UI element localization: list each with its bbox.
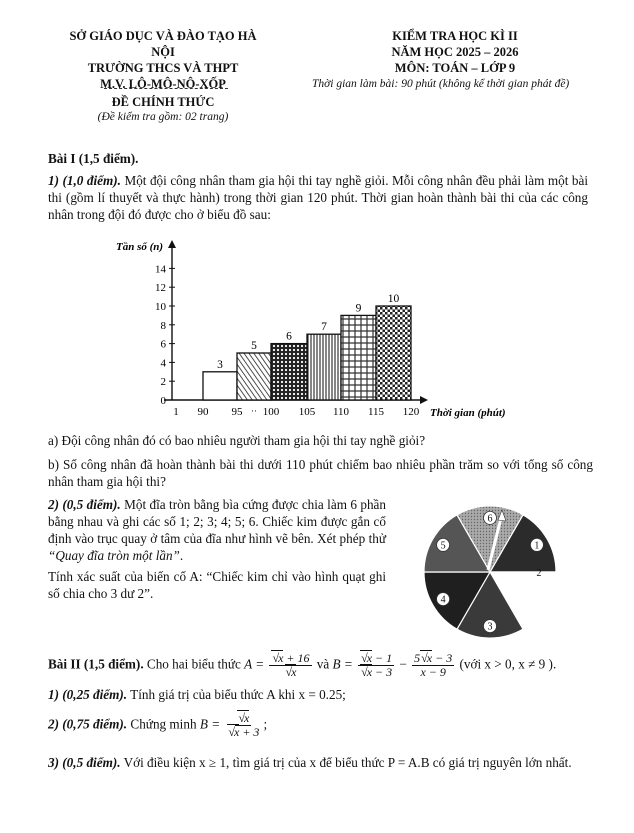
school-name: TRƯỜNG THCS VÀ THPT <box>87 61 239 75</box>
bar-value-label: 10 <box>387 293 400 305</box>
y-tick-label: 10 <box>155 301 166 313</box>
x-tick-label: 95 <box>231 406 243 418</box>
bai1-p2-question: Tính xác suất của biến cố A: “Chiếc kim chỉ vào hình quạt ghi số chia cho 3 dư 2”. <box>48 569 386 601</box>
sector-number-label: 3 <box>487 621 493 633</box>
section-title-bai1 <box>48 150 138 167</box>
q2-end: ; <box>263 716 268 732</box>
bai2-q2 <box>48 712 588 739</box>
x-tick-label: 90 <box>197 406 209 418</box>
chart-bars <box>203 293 411 400</box>
bai2-intro <box>48 652 608 679</box>
header-left <box>58 28 268 92</box>
sector-number-label: 2 <box>536 568 542 579</box>
histogram-bar <box>237 353 271 400</box>
expr-b1-den-root: √ x <box>360 664 372 679</box>
bai2-q1-text: Tính giá trị của biểu thức A khi x = 0.25; <box>127 687 346 702</box>
school-name-2: M.V. LÔ-MÔ-NÔ-XỐP <box>100 77 226 91</box>
bai1-p1-label: 1) (1,0 điểm). <box>48 173 121 188</box>
expr-a-lhs: A = <box>244 656 265 672</box>
bai2-q3-text: Với điều kiện x ≥ 1, tìm giá trị của x để biểu thức P = A.B có giá trị nguyên lớn nhất. <box>120 755 572 770</box>
header-right <box>340 28 570 76</box>
histogram-bar <box>203 372 237 400</box>
expr-b-fraction-2 <box>412 652 454 679</box>
bar-value-label: 7 <box>321 321 327 334</box>
y-tick-label: 4 <box>160 357 166 370</box>
sector-number-label: 1 <box>534 540 540 552</box>
histogram-bar <box>307 334 341 400</box>
bai1-p2-end: . <box>179 548 184 563</box>
spinner-wheel <box>410 500 570 640</box>
expr-b2-num-pre: 5 <box>414 651 421 665</box>
y-tick-label: 12 <box>155 282 166 295</box>
x-tick-label: 100 <box>262 406 280 418</box>
q2-num-root: √ x <box>237 710 249 725</box>
expr-b-fraction-1 <box>358 652 394 679</box>
exam-title: KIỂM TRA HỌC KÌ II <box>392 29 518 43</box>
y-tick-label: 2 <box>160 376 166 389</box>
y-tick-label: 0 <box>160 395 166 407</box>
bai1-p1-text: Một đội công nhân tham gia hội thi tay nghề giỏi. Mỗi công nhân đều phải làm một bài thi (gồm lí thuyết và thực hành) trong thời gian 120 phút. Thời gian hoàn thành bài thi của các công nhân trong đội đó được cho ở biểu đồ sau: <box>48 173 588 222</box>
bar-value-label: 9 <box>355 302 362 315</box>
bai2-q1-label: 1) (0,25 điểm). <box>48 687 128 702</box>
bai1-p1 <box>48 172 588 223</box>
axis-break-mark: ·· <box>251 406 257 416</box>
and-word: và <box>316 656 333 672</box>
expr-b-lhs: B = <box>332 656 353 672</box>
bai1-p2 <box>48 496 386 564</box>
domain-condition: (với x > 0, x ≠ 9 ). <box>459 656 557 672</box>
bai1-question-a: a) Đội công nhân đó có bao nhiêu người tham gia hội thi tay nghề giỏi? <box>48 433 426 448</box>
y-tick-label: 8 <box>160 319 166 332</box>
bai1-p2-label: 2) (0,5 điểm). <box>48 497 121 512</box>
subject: MÔN: TOÁN – LỚP 9 <box>394 61 516 75</box>
header-divider <box>104 88 228 89</box>
bai2-title: Bài II (1,5 điểm). <box>48 656 144 672</box>
x-tick-label: 115 <box>367 406 385 418</box>
y-tick-label: 6 <box>160 338 166 351</box>
bai1-title: Bài I (1,5 điểm). <box>48 151 139 166</box>
bai2-q3 <box>48 754 593 771</box>
x-tick-label: 105 <box>298 406 316 418</box>
sector-number-label: 6 <box>487 513 493 525</box>
expr-a-den-root: √ x <box>285 664 297 679</box>
expr-a-num-rest: + 16 <box>283 651 310 665</box>
expr-b1-num-rest: − 1 <box>372 651 393 665</box>
expr-a-num-root: √ x <box>271 650 283 665</box>
frequency-histogram <box>100 232 520 427</box>
y-axis-label: Tần số (n) <box>116 241 164 253</box>
minus-sign: − <box>396 656 411 672</box>
bai2-q1 <box>48 686 588 703</box>
official-label: ĐỀ CHÍNH THỨC <box>111 95 215 109</box>
bai2-q3-label: 3) (0,5 điểm). <box>48 755 121 770</box>
sector-number-label: 4 <box>440 594 446 606</box>
q2-den-rest: + 3 <box>239 725 260 739</box>
y-tick-label: 14 <box>155 263 166 276</box>
page-count-note: (Đề kiểm tra gồm: 02 trang) <box>97 111 229 123</box>
x-axis-arrow <box>420 396 428 404</box>
school-year: NĂM HỌC 2025 – 2026 <box>391 45 519 59</box>
bai2-intro-text: Cho hai biểu thức <box>143 656 245 672</box>
x-tick-label: 120 <box>402 406 420 418</box>
expr-b1-den-rest: − 3 <box>372 665 393 679</box>
histogram-bar <box>271 344 307 400</box>
expr-a-fraction <box>269 652 311 679</box>
bai2-q2-label: 2) (0,75 điểm). <box>48 716 128 732</box>
histogram-bar <box>341 315 376 400</box>
x-tick-label: 110 <box>332 406 350 418</box>
q2-den-root: √ x <box>227 724 239 739</box>
x-axis-label: Thời gian (phút) <box>430 407 506 419</box>
expr-b2-num-root: √ x <box>420 650 432 665</box>
bar-value-label: 3 <box>217 358 223 371</box>
bai1-p2-quote: “Quay đĩa tròn một lần” <box>48 548 180 563</box>
y-axis-arrow <box>168 240 176 248</box>
expr-b1-num-root: √ x <box>360 650 372 665</box>
bai1-p2-text: Một đĩa tròn bằng bìa cứng được chia làm 6 phần bằng nhau và ghi các số 1; 2; 3; 4; 5; 6. Chiếc kim được gắn cố định vào trục quay ở tâm của đĩa như hình vẽ bên. Xét phép thử <box>48 497 386 546</box>
expr-b2-num-rest: − 3 <box>432 651 453 665</box>
expr-b2-den: x − 9 <box>420 665 446 679</box>
time-note: Thời gian làm bài: 90 phút (không kể thời gian phát đề) <box>312 78 570 90</box>
q2-b-lhs: B = <box>199 716 221 732</box>
bar-value-label: 5 <box>251 340 257 352</box>
sector-number-label: 5 <box>440 540 446 552</box>
department-name: SỞ GIÁO DỤC VÀ ĐÀO TẠO HÀ NỘI <box>69 29 257 59</box>
histogram-bar <box>376 306 411 400</box>
x-tick-label: 1 <box>173 406 179 418</box>
q2-fraction <box>225 712 261 739</box>
bar-value-label: 6 <box>286 330 292 343</box>
bai2-q2-text: Chứng minh <box>127 716 200 732</box>
bai1-question-b: b) Số công nhân đã hoàn thành bài thi dưới 110 phút chiếm bao nhiêu phần trăm so với tổng số công nhân tham gia hội thi? <box>48 457 593 489</box>
